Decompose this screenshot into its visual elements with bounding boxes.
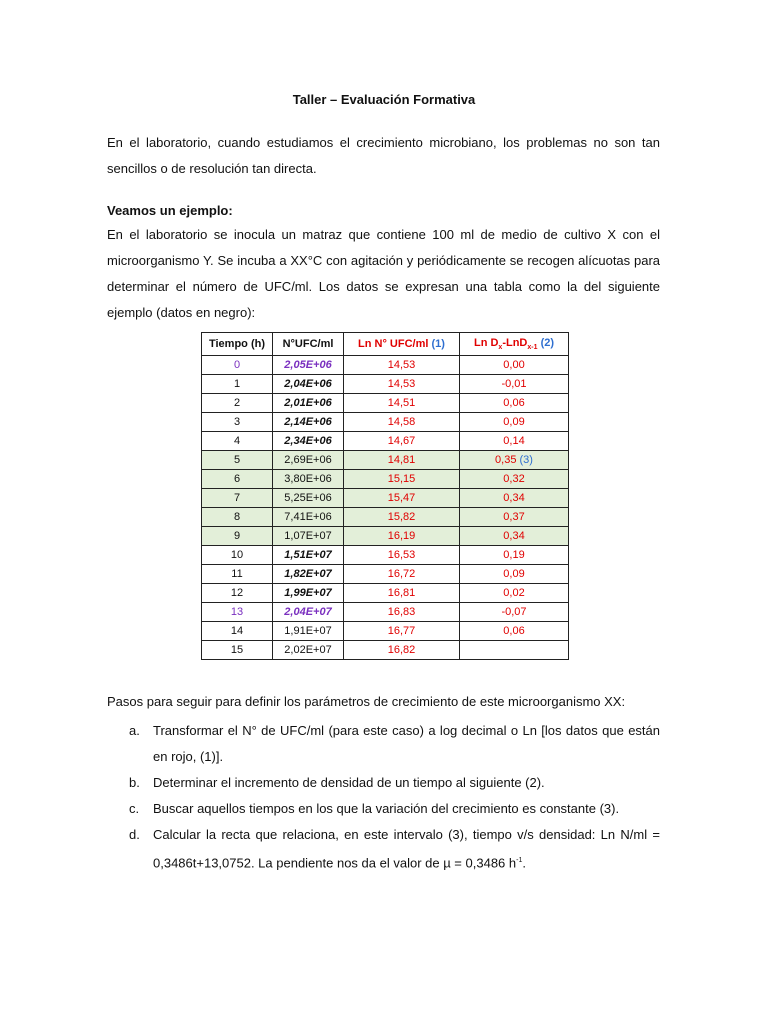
step-a [107,718,660,770]
cell-tiempo: 10 [202,546,273,565]
step-b-text: Determinar el incremento de densidad de un tiempo al siguiente (2). [153,775,545,790]
cell-ufc: 2,14E+06 [273,413,344,432]
cell-ln-diff-value: 0,06 [503,625,525,637]
cell-ln-diff [460,451,569,470]
example-paragraph: En el laboratorio se inocula un matraz que contiene 100 ml de medio de cultivo X con el microorganismo Y. Se incuba a XX°C con agitación y periódicamente se recogen alícuotas para determinar el número de UFC/ml. Los datos se expresan una tabla como la del siguiente ejemplo (datos en negro): [107,227,660,320]
cell-ufc: 2,69E+06 [273,451,344,470]
cell-ln-diff [460,622,569,641]
cell-ln-diff [460,527,569,546]
cell-ln-diff [460,413,569,432]
cell-ln-diff-value: 0,09 [503,568,525,580]
cell-ufc: 2,01E+06 [273,394,344,413]
table-row [202,508,569,527]
cell-ln-diff [460,584,569,603]
cell-ln-diff-value: 0,37 [503,511,525,523]
cell-ln-diff-value: 0,19 [503,549,525,561]
page-title: Taller – Evaluación Formativa [292,92,476,107]
step-a-text: Transformar el N° de UFC/ml (para este caso) a log decimal o Ln [los datos que están en rojo, (1)]. [153,723,660,764]
header-diff-sub-2: x-1 [527,344,538,352]
cell-tiempo: 15 [202,641,273,660]
cell-ln-diff [460,394,569,413]
cell-ufc: 3,80E+06 [273,470,344,489]
example-heading: Veamos un ejemplo: [107,203,233,218]
cell-tiempo: 2 [202,394,273,413]
header-diff-part-b: -LnD [502,336,528,349]
step-c-text: Buscar aquellos tiempos en los que la variación del crecimiento es constante (3). [153,801,620,816]
table-row [202,413,569,432]
cell-tiempo: 13 [202,603,273,622]
cell-ln-ufc: 16,72 [344,565,460,584]
cell-ln-diff [460,508,569,527]
cell-ln-diff [460,489,569,508]
cell-ufc: 2,02E+07 [273,641,344,660]
cell-ufc: 1,91E+07 [273,622,344,641]
cell-ln-ufc: 16,81 [344,584,460,603]
table-row [202,470,569,489]
header-ln-ufc-ref: (1) [431,338,445,350]
cell-ufc: 2,04E+06 [273,375,344,394]
cell-ln-diff-value: 0,34 [503,530,525,542]
cell-ln-ufc: 15,47 [344,489,460,508]
cell-ln-diff [460,356,569,375]
table-row [202,527,569,546]
cell-tiempo: 5 [202,451,273,470]
cell-tiempo: 3 [202,413,273,432]
cell-ln-diff [460,470,569,489]
cell-ln-diff-value: -0,07 [501,606,527,618]
cell-ln-ufc: 15,15 [344,470,460,489]
table-row [202,565,569,584]
cell-ln-ufc: 16,83 [344,603,460,622]
cell-ufc: 7,41E+06 [273,508,344,527]
steps-intro: Pasos para seguir para definir los parámetros de crecimiento de este microorganismo XX: [107,694,626,709]
growth-data-table [201,332,569,660]
step-a-letter: a. [129,723,140,738]
table-row [202,603,569,622]
cell-ln-diff-value: 0,32 [503,473,525,485]
header-ln-ufc-label: Ln N° UFC/ml [358,338,429,350]
table-row [202,584,569,603]
cell-tiempo: 7 [202,489,273,508]
cell-ln-diff [460,432,569,451]
cell-ln-diff-value: 0,06 [503,397,525,409]
cell-ufc: 1,82E+07 [273,565,344,584]
cell-tiempo: 1 [202,375,273,394]
header-diff-sub-1: x [498,344,503,352]
table-row [202,489,569,508]
step-c [107,796,660,822]
cell-ufc: 1,07E+07 [273,527,344,546]
intro-paragraph: En el laboratorio, cuando estudiamos el crecimiento microbiano, los problemas no son tan sencillos o de resolución tan directa. [107,135,660,176]
cell-ln-ufc: 16,53 [344,546,460,565]
cell-ln-ufc: 14,67 [344,432,460,451]
cell-tiempo: 11 [202,565,273,584]
cell-tiempo: 14 [202,622,273,641]
cell-ufc: 5,25E+06 [273,489,344,508]
cell-ln-diff-value: 0,14 [503,435,525,447]
step-c-letter: c. [129,801,140,816]
cell-ufc: 2,05E+06 [273,356,344,375]
cell-tiempo: 9 [202,527,273,546]
step-d-letter: d. [129,827,140,842]
cell-ln-diff-value: -0,01 [501,378,527,390]
header-ln-diff [460,333,569,356]
cell-ln-diff-value: 0,00 [503,359,525,371]
header-ln-ufc [344,333,460,356]
table-header-row [202,333,569,356]
cell-ufc: 1,99E+07 [273,584,344,603]
cell-ln-ufc: 14,53 [344,375,460,394]
cell-ln-diff-ref: (3) [519,454,533,466]
cell-ln-ufc: 14,53 [344,356,460,375]
step-b-letter: b. [129,775,140,790]
step-d-main: Calcular la recta que relaciona, en este intervalo (3), tiempo v/s densidad: Ln N/ml = 0,3486t+13,0752. La pendiente nos da el valor de µ = 0,3486 h [153,827,660,871]
cell-tiempo: 4 [202,432,273,451]
cell-ln-diff-value: 0,34 [503,492,525,504]
step-d [107,822,660,876]
table-row [202,641,569,660]
cell-ln-ufc: 14,81 [344,451,460,470]
cell-ln-ufc: 16,19 [344,527,460,546]
step-d-text [153,822,660,876]
step-d-sup: -1 [516,857,523,864]
cell-ln-ufc: 14,58 [344,413,460,432]
cell-tiempo: 8 [202,508,273,527]
step-b [107,770,660,796]
cell-ln-diff [460,546,569,565]
cell-ln-diff-value: 0,02 [503,587,525,599]
header-ln-diff-ref: (2) [540,336,555,349]
cell-ln-diff-value: 0,35 [495,454,517,466]
header-ufc: N°UFC/ml [273,333,344,356]
header-tiempo: Tiempo (h) [202,333,273,356]
table-row [202,546,569,565]
cell-ln-ufc: 16,77 [344,622,460,641]
table-row [202,432,569,451]
cell-ufc: 1,51E+07 [273,546,344,565]
cell-ln-diff-value: 0,09 [503,416,525,428]
cell-tiempo: 6 [202,470,273,489]
table-row [202,622,569,641]
cell-ln-ufc: 15,82 [344,508,460,527]
cell-ln-ufc: 16,82 [344,641,460,660]
table-row [202,356,569,375]
table-row [202,375,569,394]
cell-ln-ufc: 14,51 [344,394,460,413]
cell-ln-diff [460,565,569,584]
header-diff-part-a: Ln D [473,336,499,349]
cell-ln-diff [460,603,569,622]
cell-ufc: 2,04E+07 [273,603,344,622]
cell-tiempo: 0 [202,356,273,375]
header-ln-diff-label [473,336,538,352]
cell-ln-diff [460,641,569,660]
table-row [202,451,569,470]
cell-ln-diff [460,375,569,394]
table-row [202,394,569,413]
step-d-end: . [522,855,526,871]
cell-ufc: 2,34E+06 [273,432,344,451]
cell-tiempo: 12 [202,584,273,603]
